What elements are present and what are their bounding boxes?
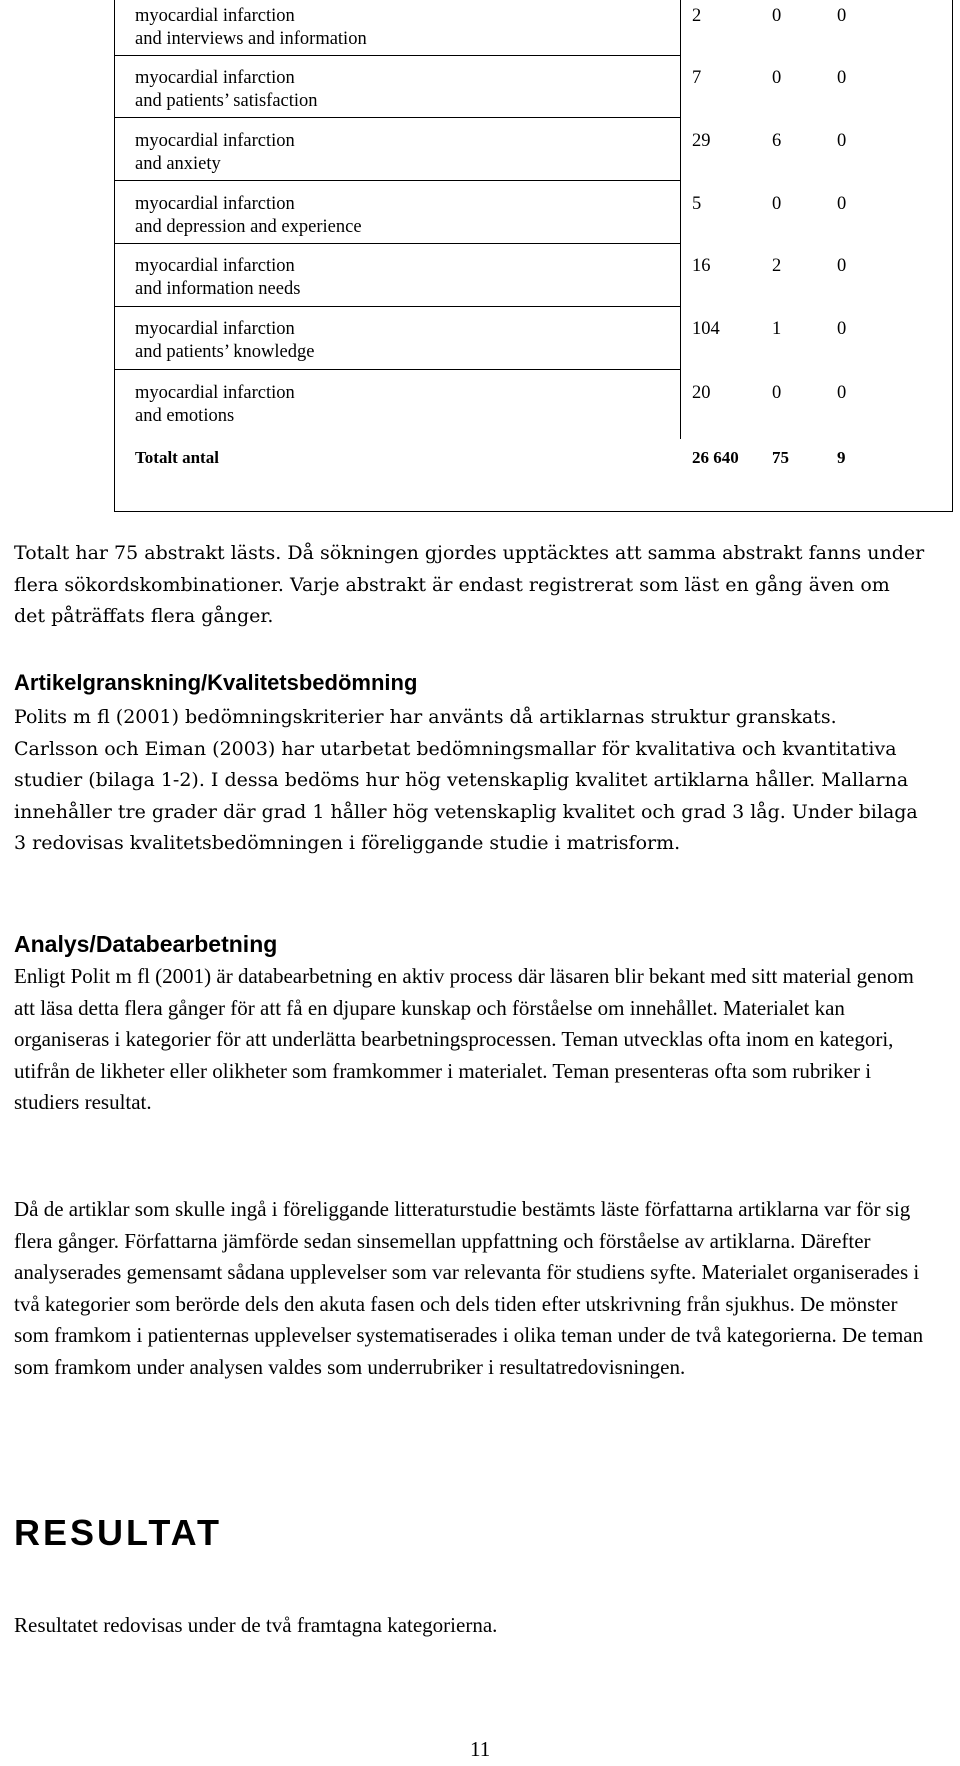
row-divider: [115, 243, 680, 244]
row-divider: [115, 55, 680, 56]
section-heading-results: RESULTAT: [14, 1512, 222, 1553]
table-total-label: Totalt antal: [135, 448, 219, 467]
row-divider: [115, 306, 680, 307]
table-cell-count: 0: [772, 6, 782, 26]
table-row-term: myocardial infarction and anxiety: [135, 131, 295, 174]
table-cell-count: 0: [772, 194, 782, 214]
search-table: [114, 0, 953, 512]
table-cell-count: 7: [692, 68, 702, 88]
table-cell-count: 0: [837, 256, 847, 276]
table-cell-count: 20: [692, 383, 711, 403]
section-analysis-body-2: Då de artiklar som skulle ingå i föreliggande litteraturstudie bestämts läste författarna artiklarna var för sig flera gånger. Författarna jämförde sedan sinsemellan uppfattning och förståelse av artiklarna. Därefter analyserades gemensamt sådana upplevelser som var relevanta för studiens syfte. Materialet organiserades i två kategorier som berörde dels den akuta fasen och dels tiden efter utskrivning från sjukhus. De mönster som framkom i patienternas upplevelser systematiserades i olika teman under de två kategorierna. De teman som framkom under analysen valdes som underrubriker i resultatredovisningen.: [14, 1197, 924, 1379]
table-cell-count: 2: [692, 6, 702, 26]
intro-paragraph: Totalt har 75 abstrakt lästs. Då sökningen gjordes upptäcktes att samma abstrakt fanns under flera sökordskombinationer. Varje abstrakt är endast registrerat som läst en gång även om det påträffats flera gånger.: [14, 542, 925, 627]
table-cell-count: 0: [772, 68, 782, 88]
section-heading-analysis: Analys/Databearbetning: [14, 931, 278, 957]
table-row-term: myocardial infarction and interviews and information: [135, 6, 367, 49]
table-row-term: myocardial infarction and depression and experience: [135, 194, 362, 237]
table-total-count: 75: [772, 448, 789, 467]
table-cell-count: 0: [837, 131, 847, 151]
table-row-term: myocardial infarction and emotions: [135, 383, 295, 426]
row-divider: [115, 369, 680, 370]
table-cell-count: 0: [837, 319, 847, 339]
table-cell-count: 104: [692, 319, 720, 339]
table-cell-count: 1: [772, 319, 782, 339]
table-cell-count: 5: [692, 194, 702, 214]
table-cell-count: 16: [692, 256, 711, 276]
section-quality-body: Polits m fl (2001) bedömningskriterier har använts då artiklarnas struktur granskats. Carlsson och Eiman (2003) har utarbetat bedömningsmallar för kvalitativa och kvantitativa studier (bilaga 1-2). I dessa bedöms hur hög vetenskaplig kvalitet artiklarna håller. Mallarna innehåller tre grader där grad 1 håller hög vetenskaplig kvalitet och grad 3 låg. Under bilaga 3 redovisas kvalitetsbedömningen i föreliggande studie i matrisform.: [14, 706, 918, 854]
table-cell-count: 0: [837, 194, 847, 214]
table-cell-count: 2: [772, 256, 782, 276]
table-row-term: myocardial infarction and patients’ satisfaction: [135, 68, 318, 111]
table-cell-count: 6: [772, 131, 782, 151]
section-heading-quality: Artikelgranskning/Kvalitetsbedömning: [14, 670, 418, 695]
table-row-term: myocardial infarction and information needs: [135, 256, 301, 299]
row-divider: [115, 180, 680, 181]
table-cell-count: 0: [772, 383, 782, 403]
table-cell-count: 0: [837, 383, 847, 403]
table-column-divider: [680, 0, 681, 439]
section-analysis-body-1: Enligt Polit m fl (2001) är databearbetning en aktiv process där läsaren blir bekant med sitt material genom att läsa detta flera gånger för att få en djupare kunskap och förståelse om innehållet. Materialet kan organiseras i kategorier för att underlätta bearbetningsprocessen. Teman utvecklas ofta inom en kategori, utifrån de likheter eller olikheter som framkommer i materialet. Teman presenteras ofta som rubriker i studiers resultat.: [14, 964, 914, 1114]
table-cell-count: 0: [837, 68, 847, 88]
row-divider: [115, 117, 680, 118]
page-number: 11: [470, 1737, 491, 1761]
table-cell-count: 0: [837, 6, 847, 26]
table-total-count: 9: [837, 448, 846, 467]
table-cell-count: 29: [692, 131, 711, 151]
table-total-count: 26 640: [692, 448, 739, 467]
table-row-term: myocardial infarction and patients’ knowledge: [135, 319, 315, 362]
section-results-body: Resultatet redovisas under de två framtagna kategorierna.: [14, 1613, 498, 1637]
